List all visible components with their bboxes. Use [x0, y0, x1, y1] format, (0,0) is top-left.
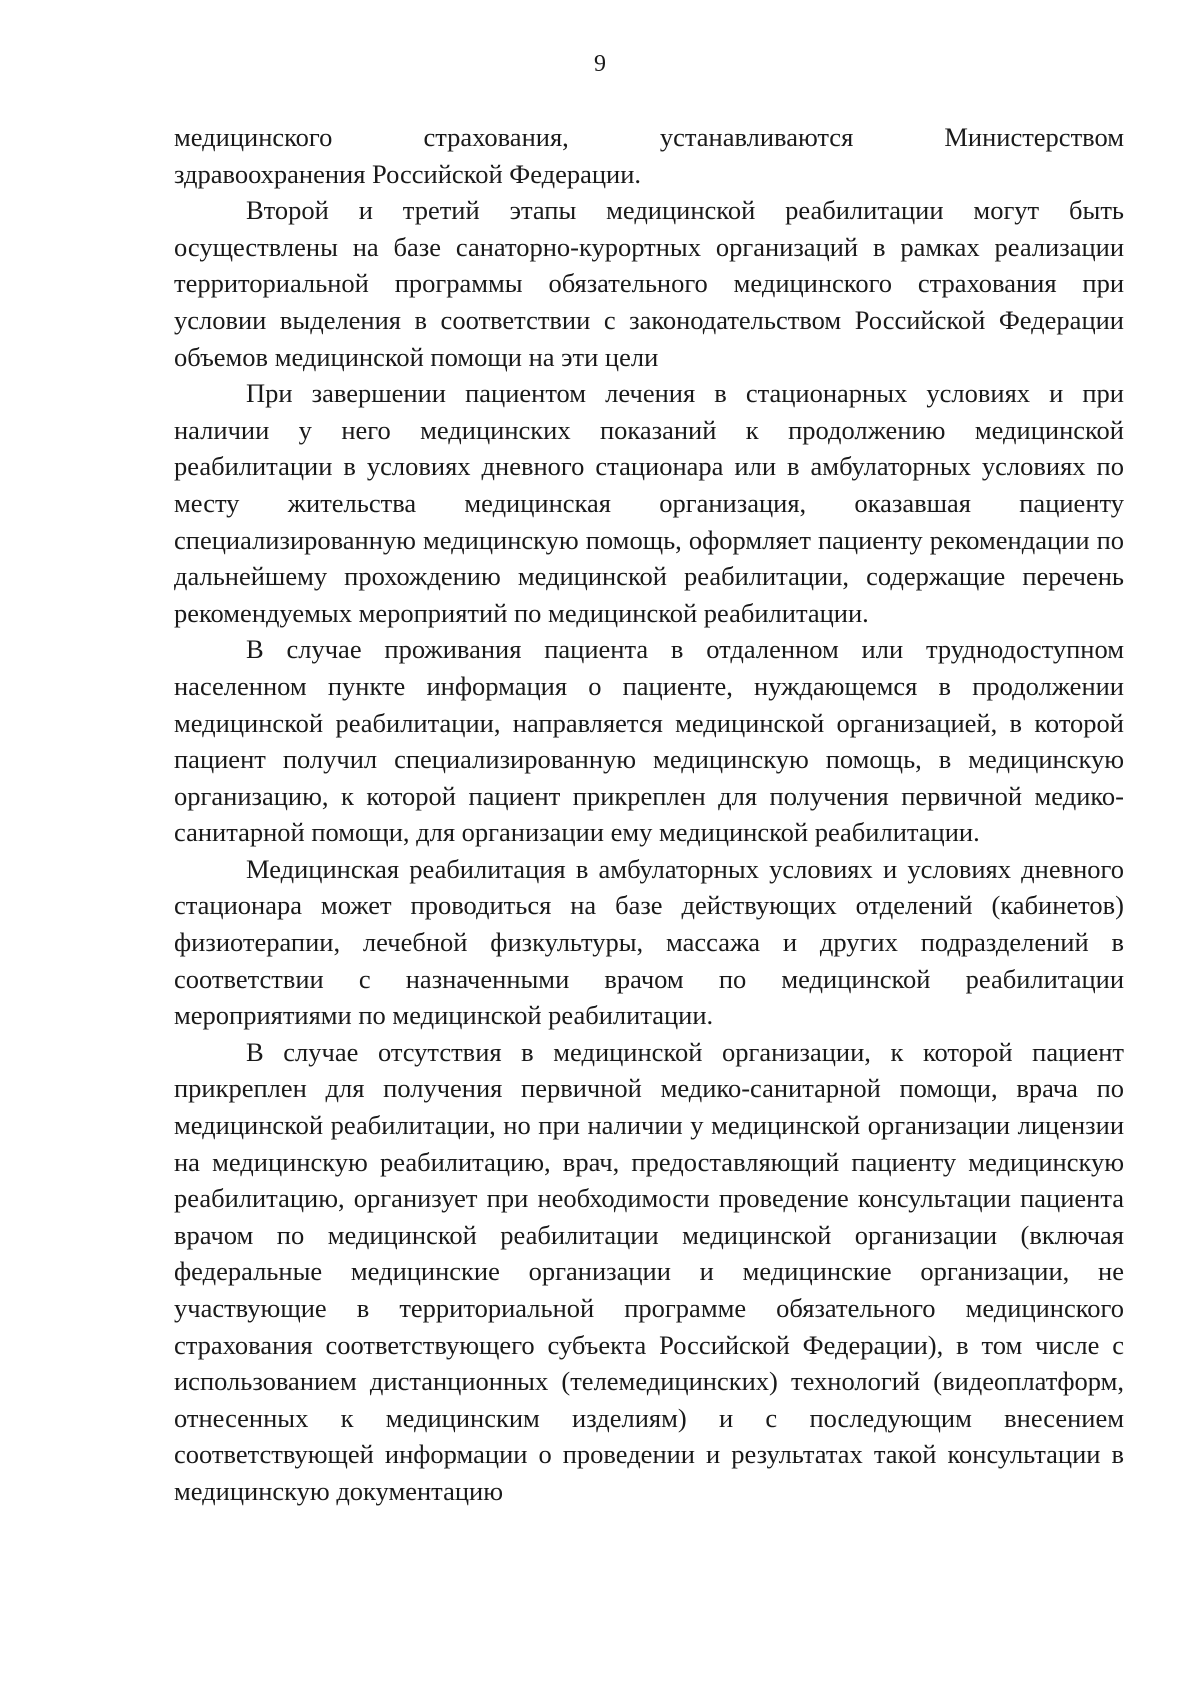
paragraph-continuation — [174, 119, 1124, 192]
paragraph-sanatorium-stages: Второй и третий этапы медицинской реабилитации могут быть осуществлены на базе санаторно-курортных организаций в рамках реализации территориальной программы обязательного медицинского страхования при условии выделения в соответствии с законодательством Российской Федерации объемов медицинской помощи на эти цели — [174, 195, 1124, 372]
paragraph-discharge-recommendations: При завершении пациентом лечения в стационарных условиях и при наличии у него медицинских показаний к продолжению медицинской реабилитации в условиях дневного стационара или в амбулаторных условиях по месту жительства медицинская организация, оказавшая пациенту специализированную медицинскую помощь, оформляет пациенту рекомендации по дальнейшему прохождению медицинской реабилитации, содержащие перечень рекомендуемых мероприятий по медицинской реабилитации. — [174, 378, 1124, 628]
paragraph-first-line: медицинского страхования, устанавливаются Министерством — [174, 122, 1124, 152]
paragraph-outpatient-rehabilitation: Медицинская реабилитация в амбулаторных условиях и условиях дневного стационара может проводиться на базе действующих отделений (кабинетов) физиотерапии, лечебной физкультуры, массажа и других подразделений в соответствии с назначенными врачом по медицинской реабилитации мероприятиями по медицинской реабилитации. — [174, 853, 1124, 1031]
document-body — [174, 119, 1124, 1510]
paragraph-consultation: В случае отсутствия в медицинской организации, к которой пациент прикреплен для получения первичной медико-санитарной помощи, врача по медицинской реабилитации, но при наличии у медицинской организации лицензии на медицинскую реабилитацию, врач, предоставляющий пациенту медицинскую реабилитацию, организует при необходимости проведение консультации пациента врачом по медицинской реабилитации медицинской организации (включая федеральные медицинские организации и медицинские организации, не участвующие в территориальной программе обязательного медицинского страхования соответствующего субъекта Российской Федерации), в том числе с использованием дистанционных (телемедицинских) технологий (видеоплатформ, отнесенных к медицинским изделиям) и с последующим внесением соответствующей информации о проведении и результатах такой консультации в медицинскую документацию — [174, 1036, 1124, 1506]
paragraph-remainder: здравоохранения Российской Федерации. — [174, 158, 642, 189]
page-number: 9 — [594, 51, 606, 77]
paragraph-remote-residence: В случае проживания пациента в отдаленном или труднодоступном населенном пункте информация о пациенте, нуждающемся в продолжении медицинской реабилитации, направляется медицинской организацией, в которой пациент получил специализированную медицинскую помощь, в медицинскую организацию, к которой пациент прикреплен для получения первичной медико-санитарной помощи, для организации ему медицинской реабилитации. — [174, 634, 1124, 848]
